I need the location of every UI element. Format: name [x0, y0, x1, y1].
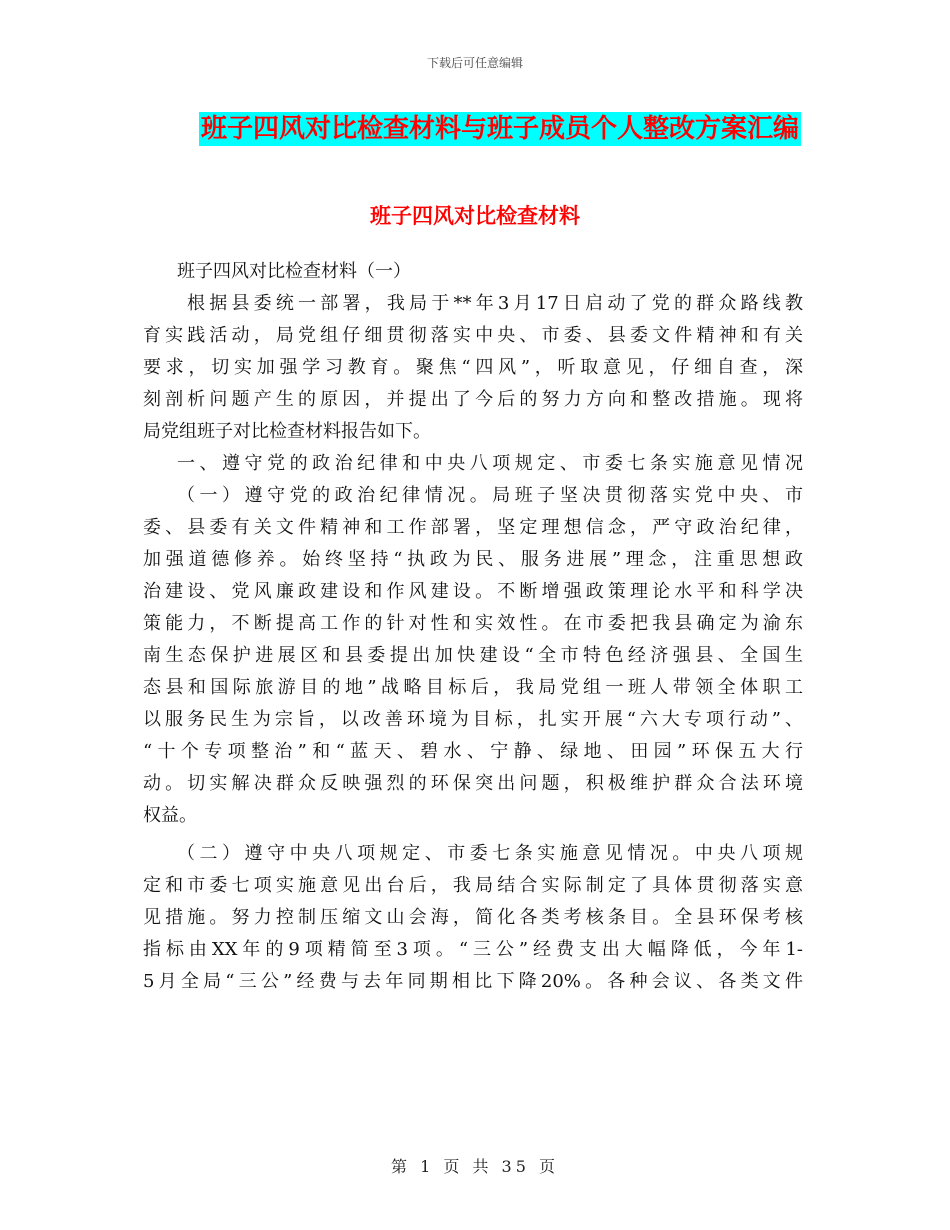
- header-note: 下载后可任意编辑: [426, 56, 523, 70]
- page-footer: 第 1 页 共 35 页: [391, 1157, 559, 1176]
- paragraph3-line: 见措施。努力控制压缩文山会海，简化各类考核条目。全县环保考核: [143, 907, 803, 928]
- paragraph2-line: 加强道德修养。始终坚持“执政为民、服务进展”理念，注重思想政: [143, 549, 803, 570]
- paragraph3-line: （二）遵守中央八项规定、市委七条实施意见情况。中央八项规: [177, 843, 803, 864]
- paragraph2-line: 治建设、党风廉政建设和作风建设。不断增强政策理论水平和科学决: [143, 581, 803, 602]
- paragraph1-line: 局党组班子对比检查材料报告如下。: [143, 421, 431, 442]
- paragraph3-line: 指标由XX年的9项精简至3项。“三公”经费支出大幅降低，今年1-: [143, 939, 803, 960]
- section-title: 班子四风对比检查材料: [370, 203, 580, 228]
- paragraph2-line: 以服务民生为宗旨，以改善环境为目标，扎实开展“六大专项行动”、: [143, 709, 803, 730]
- paragraph3-line: 5月全局“三公”经费与去年同期相比下降20%。各种会议、各类文件: [143, 971, 803, 992]
- paragraph3-line: 定和市委七项实施意见出台后，我局结合实际制定了具体贯彻落实意: [143, 875, 803, 896]
- paragraph1-line: 根据县委统一部署，我局于**年3月17日启动了党的群众路线教: [187, 293, 803, 314]
- main-title-container: [0, 112, 950, 146]
- paragraph2-line: 权益。: [143, 805, 197, 826]
- paragraph1-line: 要求，切实加强学习教育。聚焦“四风”，听取意见，仔细自查，深: [143, 357, 803, 378]
- paragraph2-line: 委、县委有关文件精神和工作部署，坚定理想信念，严守政治纪律，: [143, 517, 803, 538]
- heading1: 一、遵守党的政治纪律和中央八项规定、市委七条实施意见情况: [177, 453, 803, 474]
- main-title: 班子四风对比检查材料与班子成员个人整改方案汇编: [200, 114, 799, 144]
- paragraph2-line: 动。切实解决群众反映强烈的环保突出问题，积极维护群众合法环境: [143, 773, 803, 794]
- paragraph1-line: 育实践活动，局党组仔细贯彻落实中央、市委、县委文件精神和有关: [143, 325, 803, 346]
- paragraph2-line: （一）遵守党的政治纪律情况。局班子坚决贯彻落实党中央、市: [177, 485, 803, 506]
- paragraph1-line: 刻剖析问题产生的原因，并提出了今后的努力方向和整改措施。现将: [143, 389, 803, 410]
- paragraph2-line: “十个专项整治”和“蓝天、碧水、宁静、绿地、田园”环保五大行: [143, 741, 803, 762]
- paragraph2-line: 态县和国际旅游目的地”战略目标后，我局党组一班人带领全体职工: [143, 677, 803, 698]
- paragraph2-line: 策能力，不断提高工作的针对性和实效性。在市委把我县确定为渝东: [143, 613, 803, 634]
- paragraph2-line: 南生态保护进展区和县委提出加快建设“全市特色经济强县、全国生: [143, 645, 803, 666]
- subheading: 班子四风对比检查材料（一）: [177, 261, 411, 282]
- document-body: [143, 222, 803, 998]
